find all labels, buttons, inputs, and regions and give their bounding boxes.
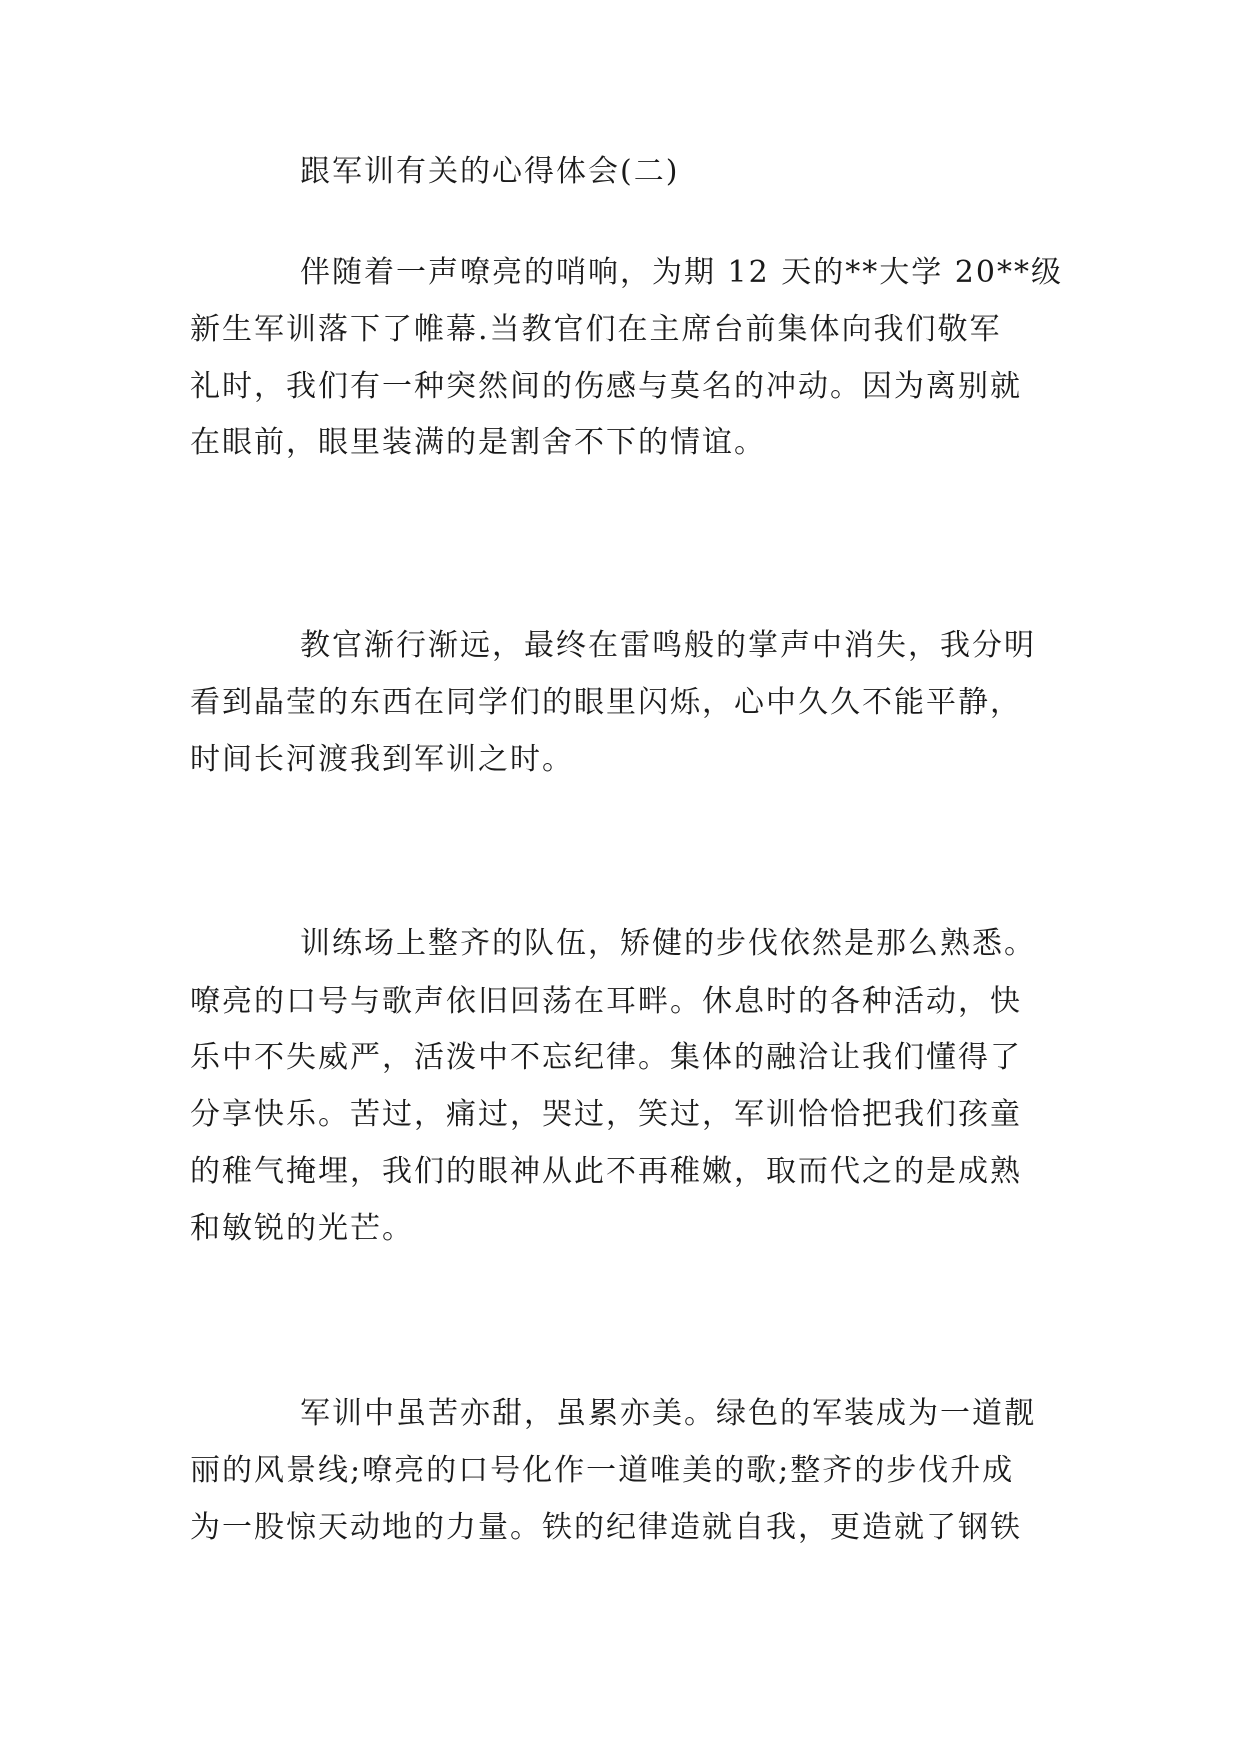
paragraph-line: 新生军训落下了帷幕.当教官们在主席台前集体向我们敬军 <box>190 312 1002 347</box>
paragraph-line: 训练场上整齐的队伍，矫健的步伐依然是那么熟悉。 <box>300 926 1036 961</box>
paragraph-line: 为一股惊天动地的力量。铁的纪律造就自我，更造就了钢铁 <box>190 1510 1022 1545</box>
paragraph-line: 伴随着一声嘹亮的哨响，为期 12 天的**大学 20**级 <box>300 255 1063 290</box>
paragraph-line: 军训中虽苦亦甜，虽累亦美。绿色的军装成为一道靓 <box>300 1396 1036 1431</box>
paragraph-line: 和敏锐的光芒。 <box>190 1211 414 1246</box>
paragraph-line: 分享快乐。苦过，痛过，哭过，笑过，军训恰恰把我们孩童 <box>190 1097 1022 1132</box>
paragraph-line: 时间长河渡我到军训之时。 <box>190 742 574 777</box>
paragraph-line: 看到晶莹的东西在同学们的眼里闪烁，心中久久不能平静， <box>190 685 1022 720</box>
paragraph-line: 教官渐行渐远，最终在雷鸣般的掌声中消失，我分明 <box>300 628 1036 663</box>
paragraph-line: 在眼前，眼里装满的是割舍不下的情谊。 <box>190 425 766 460</box>
paragraph-line: 的稚气掩埋，我们的眼神从此不再稚嫩，取而代之的是成熟 <box>190 1154 1022 1189</box>
paragraph-line: 嘹亮的口号与歌声依旧回荡在耳畔。休息时的各种活动，快 <box>190 984 1022 1019</box>
document-title: 跟军训有关的心得体会(二) <box>300 154 680 189</box>
paragraph-line: 礼时，我们有一种突然间的伤感与莫名的冲动。因为离别就 <box>190 369 1022 404</box>
paragraph-line: 丽的风景线;嘹亮的口号化作一道唯美的歌;整齐的步伐升成 <box>190 1453 1015 1488</box>
paragraph-line: 乐中不失威严，活泼中不忘纪律。集体的融洽让我们懂得了 <box>190 1040 1022 1075</box>
